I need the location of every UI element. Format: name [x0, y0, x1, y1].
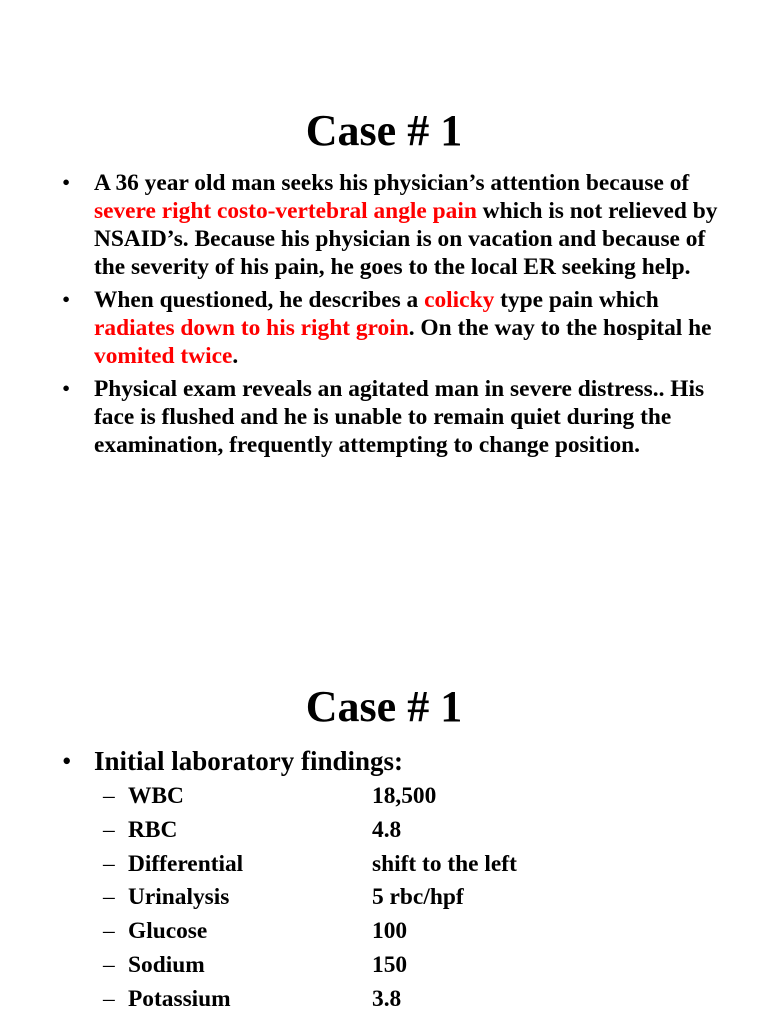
slide-title: Case # 1: [305, 682, 463, 732]
lab-value: 18,500: [372, 783, 437, 809]
dash-marker: –: [103, 985, 115, 1012]
lab-name: RBC: [128, 816, 178, 843]
bullet-text: .: [232, 343, 239, 369]
lab-value: 5 rbc/hpf: [372, 884, 464, 911]
emphasized-text: severe right costo-vertebral angle pain: [94, 198, 477, 224]
lab-name: Potassium: [128, 985, 231, 1012]
bullet-text: which is not relieved by NSAID’s. Because his physician is on vacation and because of the severity of his pain, he goes to the local ER seeking help.: [94, 198, 718, 280]
lab-value: shift to the left: [372, 850, 517, 877]
lab-result-row: [103, 949, 663, 983]
lab-value: 4.8: [372, 816, 402, 843]
bullet-text: . On the way to the hospital he: [408, 315, 712, 341]
case-bullet: [62, 169, 722, 281]
case-bullet: [62, 286, 722, 370]
emphasized-text: colicky: [424, 287, 495, 313]
dash-marker: –: [103, 850, 115, 877]
slide-title: Case # 1: [305, 106, 463, 156]
lab-value: 3.8: [372, 985, 402, 1012]
bullet-marker: •: [62, 376, 71, 402]
lab-name: Urinalysis: [128, 884, 230, 911]
lab-result-row: [103, 983, 663, 1017]
lab-name: Sodium: [128, 951, 205, 978]
lab-bullet-list: [62, 744, 722, 778]
lab-result-row: [103, 848, 663, 882]
lab-findings-heading-text: Initial laboratory findings:: [94, 746, 404, 776]
bullet-text: Physical exam reveals an agitated man in severe distress.. His face is flushed and he is unable to remain quiet during the examination, frequently attempting to change position.: [94, 376, 705, 458]
lab-findings-heading: [62, 744, 722, 778]
bullet-text: When questioned, he describes a: [94, 287, 425, 313]
bullet-text: A 36 year old man seeks his physician’s attention because of: [94, 170, 690, 196]
lab-result-row: [103, 881, 663, 915]
lab-results-list: [103, 780, 663, 1017]
dash-marker: –: [103, 884, 115, 911]
lab-value: 100: [372, 918, 408, 945]
dash-marker: –: [103, 918, 115, 945]
bullet-marker: •: [62, 287, 71, 313]
dash-marker: –: [103, 951, 115, 978]
bullet-marker: •: [62, 170, 71, 196]
lab-result-row: [103, 780, 663, 814]
emphasized-text: radiates down to his right groin: [94, 315, 409, 341]
dash-marker: –: [103, 783, 115, 809]
slide-lab-findings: [0, 580, 768, 1024]
bullet-marker: •: [62, 746, 72, 776]
bullet-text: type pain which: [494, 287, 659, 313]
lab-result-row: [103, 915, 663, 949]
lab-value: 150: [372, 951, 408, 978]
emphasized-text: vomited twice: [94, 343, 233, 369]
lab-name: Glucose: [128, 918, 208, 945]
lab-name: Differential: [128, 850, 244, 877]
lab-name: WBC: [128, 783, 184, 809]
lab-result-row: [103, 814, 663, 848]
case-bullet: [62, 375, 722, 459]
dash-marker: –: [103, 816, 115, 843]
case-bullet-list: [62, 169, 722, 464]
